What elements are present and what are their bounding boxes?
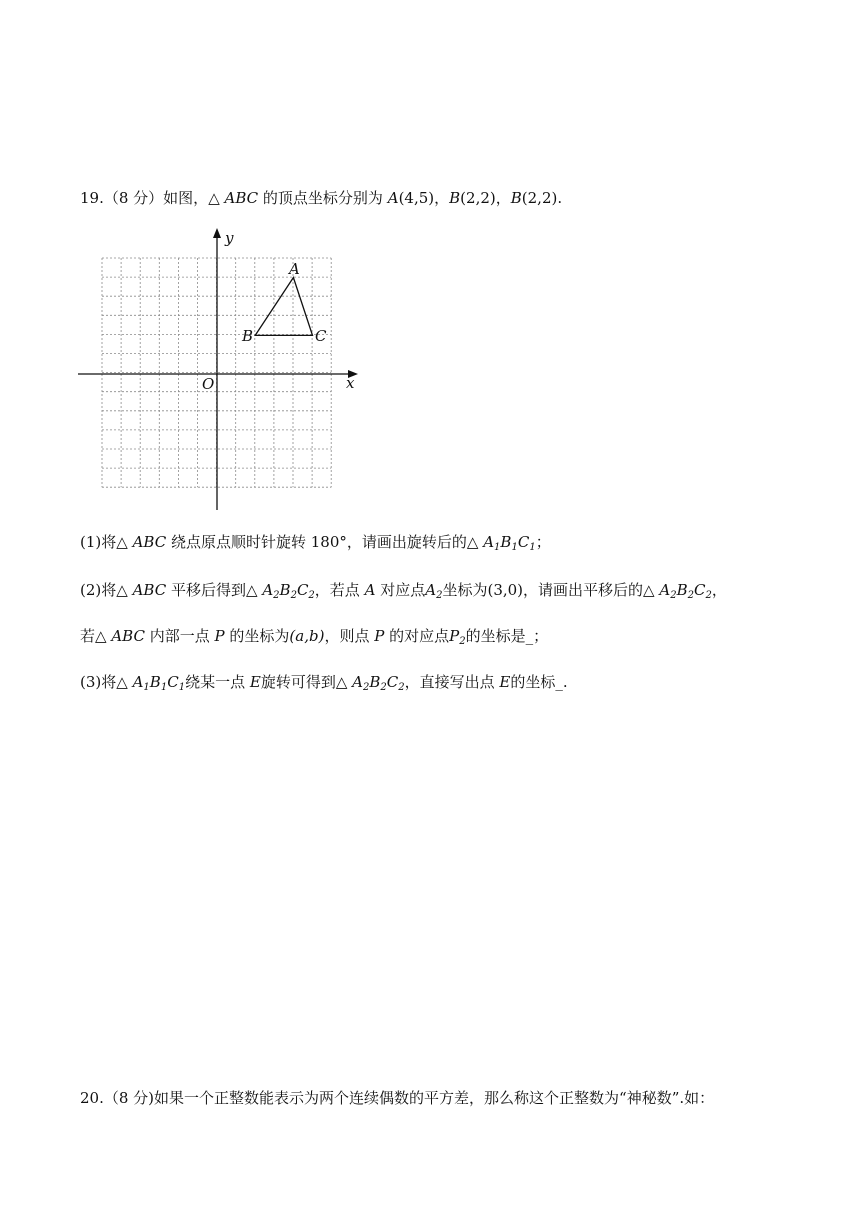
label-a: A (289, 260, 300, 278)
point-c: C (167, 673, 179, 691)
subscript: 2 (705, 590, 712, 601)
coordinate-ab: (a,b) (289, 627, 325, 645)
subscript: 2 (362, 682, 370, 693)
point-p: P (374, 627, 385, 645)
point-a: A (262, 581, 274, 599)
coordinate-grid-figure (70, 222, 370, 518)
point-p: P (449, 627, 460, 645)
part-prefix: (2)将△ (80, 581, 128, 599)
subscript: 1 (160, 682, 168, 693)
part-text: 平移后得到△ (170, 581, 258, 599)
part-text: 的坐标_. (510, 673, 568, 691)
x-axis-label: x (346, 374, 355, 392)
point-c: C (517, 533, 530, 551)
part-text: ，若点 (314, 581, 360, 599)
question-intro: 如图， (163, 189, 209, 207)
triangle-symbol: △ (208, 189, 220, 207)
part-2-line-2 (80, 625, 548, 653)
y-axis-arrow-icon (213, 228, 221, 238)
triangle-abc: ABC (224, 189, 259, 207)
point-a: A (352, 673, 363, 691)
point-b: B (279, 581, 291, 599)
coordinate-value: (3,0) (487, 581, 524, 599)
subscript: 1 (494, 542, 501, 553)
part-text: ，请画出平移后的△ (523, 581, 655, 599)
point-a: A (364, 581, 376, 599)
y-axis-label: y (225, 229, 234, 247)
point-name: A (387, 189, 399, 207)
point-p: P (214, 627, 225, 645)
triangle-abc: ABC (111, 627, 145, 645)
triangle-abc-shape (255, 278, 312, 336)
part-prefix: (1)将△ (80, 533, 128, 551)
question-number: 19. (80, 189, 104, 207)
part-end: ， (711, 581, 727, 599)
part-text: 绕某一点 (185, 673, 246, 691)
part-prefix: (3)将△ (80, 673, 128, 691)
subscript: 2 (398, 682, 405, 693)
part-text: 对应点 (380, 581, 426, 599)
triangle-abc: ABC (132, 581, 167, 599)
point-name: B (449, 189, 461, 207)
label-b: B (242, 327, 254, 345)
origin-label: O (202, 375, 215, 393)
part-text: 旋转可得到△ (260, 673, 348, 691)
label-c: C (315, 327, 327, 345)
subscript: 1 (511, 542, 518, 553)
subscript: 2 (670, 590, 677, 601)
subscript: 1 (178, 682, 186, 693)
question-20-heading: 20.（8 分)如果一个正整数能表示为两个连续偶数的平方差，那么称这个正整数为“神秘数”.如： (80, 1089, 715, 1107)
point-coordinate: (2,2) (460, 189, 496, 207)
part-2-line-1 (80, 579, 727, 607)
point-coordinate: (4,5) (398, 189, 435, 207)
subscript: 2 (687, 590, 694, 601)
part-text: 的坐标为 (229, 627, 290, 645)
point-c: C (693, 581, 706, 599)
part-text: 内部一点 (149, 627, 210, 645)
question-score: （8 分） (103, 189, 164, 207)
subscript: 2 (380, 682, 387, 693)
part-text: ，直接写出点 (404, 673, 495, 691)
point-coordinate: (2,2) (521, 189, 558, 207)
point-a: A (425, 581, 437, 599)
point-b: B (676, 581, 688, 599)
subscript: 2 (273, 590, 280, 601)
point-name: B (510, 189, 522, 207)
subscript: 1 (529, 542, 536, 553)
question-19-heading (80, 187, 562, 209)
subscript: 1 (143, 682, 150, 693)
point-a: A (659, 581, 671, 599)
point-e: E (499, 673, 511, 691)
subscript: 2 (459, 636, 466, 647)
part-prefix: 若△ (80, 627, 107, 645)
triangle-abc: ABC (132, 533, 167, 551)
part-text: 的对应点 (389, 627, 450, 645)
subscript: 2 (308, 590, 315, 601)
point-a: A (132, 673, 144, 691)
separator: ， (434, 189, 450, 207)
part-text: 绕点原点顺时针旋转 180°，请画出旋转后的△ (170, 533, 479, 551)
point-b: B (149, 673, 161, 691)
subscript: 2 (436, 590, 443, 601)
part-text: ，则点 (324, 627, 370, 645)
part-end: ； (535, 533, 551, 551)
point-a: A (483, 533, 495, 551)
subscript: 2 (290, 590, 297, 601)
separator: ， (495, 189, 511, 207)
period: . (557, 189, 563, 207)
point-c: C (296, 581, 309, 599)
point-c: C (386, 673, 399, 691)
point-e: E (249, 673, 261, 691)
grid-svg (70, 222, 370, 514)
point-b: B (500, 533, 512, 551)
question-text: 的顶点坐标分别为 (262, 189, 383, 207)
part-text: 坐标为 (442, 581, 488, 599)
part-1 (80, 531, 551, 559)
part-text: 的坐标是_； (465, 627, 549, 645)
point-b: B (369, 673, 381, 691)
part-3 (80, 671, 568, 699)
